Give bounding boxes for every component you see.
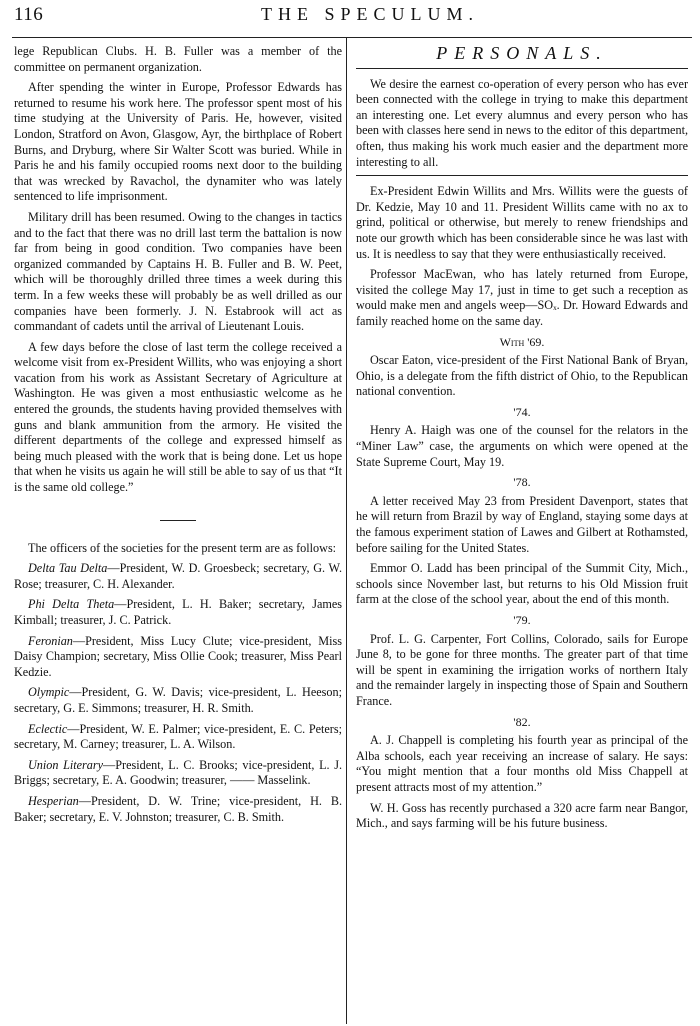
society-officers: —President, G. W. Davis; vice-president, L. Heeson; secretary, G. E. Simmons; treasurer, H. R. Smith.: [14, 685, 342, 715]
class-item: A letter received May 23 from President Davenport, states that he will return from Brazil by way of England, staying some days at the famous experiment station of Lawes and Gilbert at Rothamsted, before sailing for the United States.: [356, 493, 688, 555]
left-column: [14, 44, 342, 830]
page-number: 116: [14, 4, 44, 25]
society-entry: [14, 758, 342, 789]
class-heading-79: '79.: [513, 613, 531, 627]
society-officers: —President, Miss Lucy Clute; vice-president, Miss Daisy Champion; secretary, Miss Ollie Cook; treasurer, Miss Pearl Kedzie.: [14, 633, 342, 679]
society-name: Hesperian: [28, 793, 79, 808]
class-heading-69: With '69.: [499, 334, 545, 349]
society-officers: —President, W. D. Groesbeck; secretary, G. W. Rose; treasurer, C. H. Alexander.: [14, 561, 342, 591]
class-heading-82: '82.: [513, 714, 531, 729]
society-entry: [14, 685, 342, 716]
class-heading-78: '78.: [513, 475, 531, 490]
paragraph-military-drill: Military drill has been resumed. Owing to the changes in tactics and to the fact that there was no drill last term the battalion is now far from being in good condition. Two companies have been organized commanded by Captains H. B. Fuller and B. W. Peet, which will be thoroughly drilled three times a week during this term. In a few weeks these will probably be as well drilled as our companies have been formerly. J. N. Estabrook will act as commandant of cadets until the arrival of Lieutenant Louis.: [14, 209, 342, 334]
society-name: Feronian: [28, 633, 73, 648]
society-officers: —President, L. H. Baker; secretary, James Kimball; treasurer, J. C. Patrick.: [14, 597, 342, 627]
society-entry: [14, 597, 342, 628]
societies-intro: The officers of the societies for the present term are as follows:: [28, 540, 337, 555]
society-name: Delta Tau Delta: [28, 561, 108, 576]
society-entry: [14, 722, 342, 753]
paragraph-willits-visit: A few days before the close of last term the college received a welcome visit from ex-President Willits, who was enjoying a short vacation from his work as Assistant Secretary of Agriculture at Washington. He was given a most enthusiastic welcome as he entered the grounds, the students having provided themselves with guns and blank ammunition from the armory. He visited the different departments of the college and expressed himself as being much pleased with the work that is being done. Let us hope that when he visits us again he will still be able to say of us that “It is the same old college.”: [14, 339, 342, 495]
society-entry: [14, 561, 342, 592]
news-item-macewan: Professor MacEwan, who has lately returned from Europe, visited the college May 17, just in time to get such a reception as would make men and angels weep—SOₓ. Dr. Howard Edwards and family reached home on the same day.: [356, 267, 688, 328]
section-separator: [160, 520, 196, 521]
society-officers: —President, W. E. Palmer; vice-president, E. C. Peters; secretary, M. Carney; treasurer, L. A. Wilson.: [14, 721, 342, 752]
class-heading-74: '74.: [513, 404, 531, 419]
society-officers: —President, L. C. Brooks; vice-president, L. J. Briggs; secretary, E. A. Goodwin; treasurer, —— Masselink.: [14, 757, 342, 788]
society-name: Union Literary: [28, 757, 104, 772]
header-rule: [12, 37, 692, 38]
society-name: Eclectic: [28, 721, 68, 736]
paragraph-professor-edwards: After spending the winter in Europe, Professor Edwards has returned to resume his work here. The professor spent most of his time studying at the University of Paris. He, however, visited London, Stratford on Avon, Glasgow, Ayr, the birthplace of Robert Burns, and Dryburg, where Sir Walter Scott was buried. While in Paris he and his family occupied rooms next door to the building that was wrecked by Ravachol, the dynamiter who was lately sentenced to life imprisonment.: [14, 80, 342, 204]
society-entry: [14, 794, 342, 825]
section-title-personals: PERSONALS.: [436, 43, 608, 63]
class-item: Prof. L. G. Carpenter, Fort Collins, Colorado, sails for Europe June 8, to be gone for three months. The greater part of that time will be spent in examining the irrigation works of northern Italy and the remainder largely in inspecting those of Spain and Southern France.: [356, 631, 688, 708]
paragraph-republican-clubs: lege Republican Clubs. H. B. Fuller was a member of the committee on permanent organization.: [14, 44, 342, 74]
column-divider: [346, 38, 347, 1024]
society-officers: —President, D. W. Trine; vice-president, H. B. Baker; secretary, E. V. Johnston; treasurer, C. B. Smith.: [14, 793, 342, 824]
intro-rule: [356, 175, 688, 176]
right-column: [356, 44, 688, 837]
class-item: W. H. Goss has recently purchased a 320 acre farm near Bangor, Mich., and says farming will be his future business.: [356, 800, 688, 831]
personals-intro: We desire the earnest co-operation of every person who has ever been connected with the college in trying to make this department an interesting one. Let every alumnus and every person who has been with classes here send in news to the editor of this department, often, thus making his work much easier and the department more interesting to all.: [356, 76, 688, 169]
news-item-willits: Ex-President Edwin Willits and Mrs. Willits were the guests of Dr. Kedzie, May 10 and 11. President Willits came with no ax to grind, political or otherwise, but merely to renew friendships and note our growth which has been considerable since he was last with us. It is needless to say that they were enthusiastically received.: [356, 184, 688, 261]
running-title: THE SPECULUM.: [260, 4, 479, 24]
society-name: Phi Delta Theta: [28, 597, 115, 612]
society-name: Olympic: [28, 685, 70, 700]
society-entry: [14, 634, 342, 681]
class-item: Henry A. Haigh was one of the counsel for the relators in the “Miner Law” case, the arguments on which were opened at the State Supreme Court, May 19.: [356, 423, 688, 469]
title-rule: [356, 68, 688, 69]
class-item: Oscar Eaton, vice-president of the First National Bank of Bryan, Ohio, is a delegate from the fifth district of Ohio, to the Republican national convention.: [356, 353, 688, 399]
class-item: Emmor O. Ladd has been principal of the Summit City, Mich., schools since November last, but returns to his Old Mission fruit farm at the close of the school year, about the end of this month.: [356, 561, 688, 607]
class-item: A. J. Chappell is completing his fourth year as principal of the Alba schools, each year receiving an increase of salary. He says: “You might mention that a four months old Miss Chappell at present attracts most of my attention.”: [356, 733, 688, 794]
